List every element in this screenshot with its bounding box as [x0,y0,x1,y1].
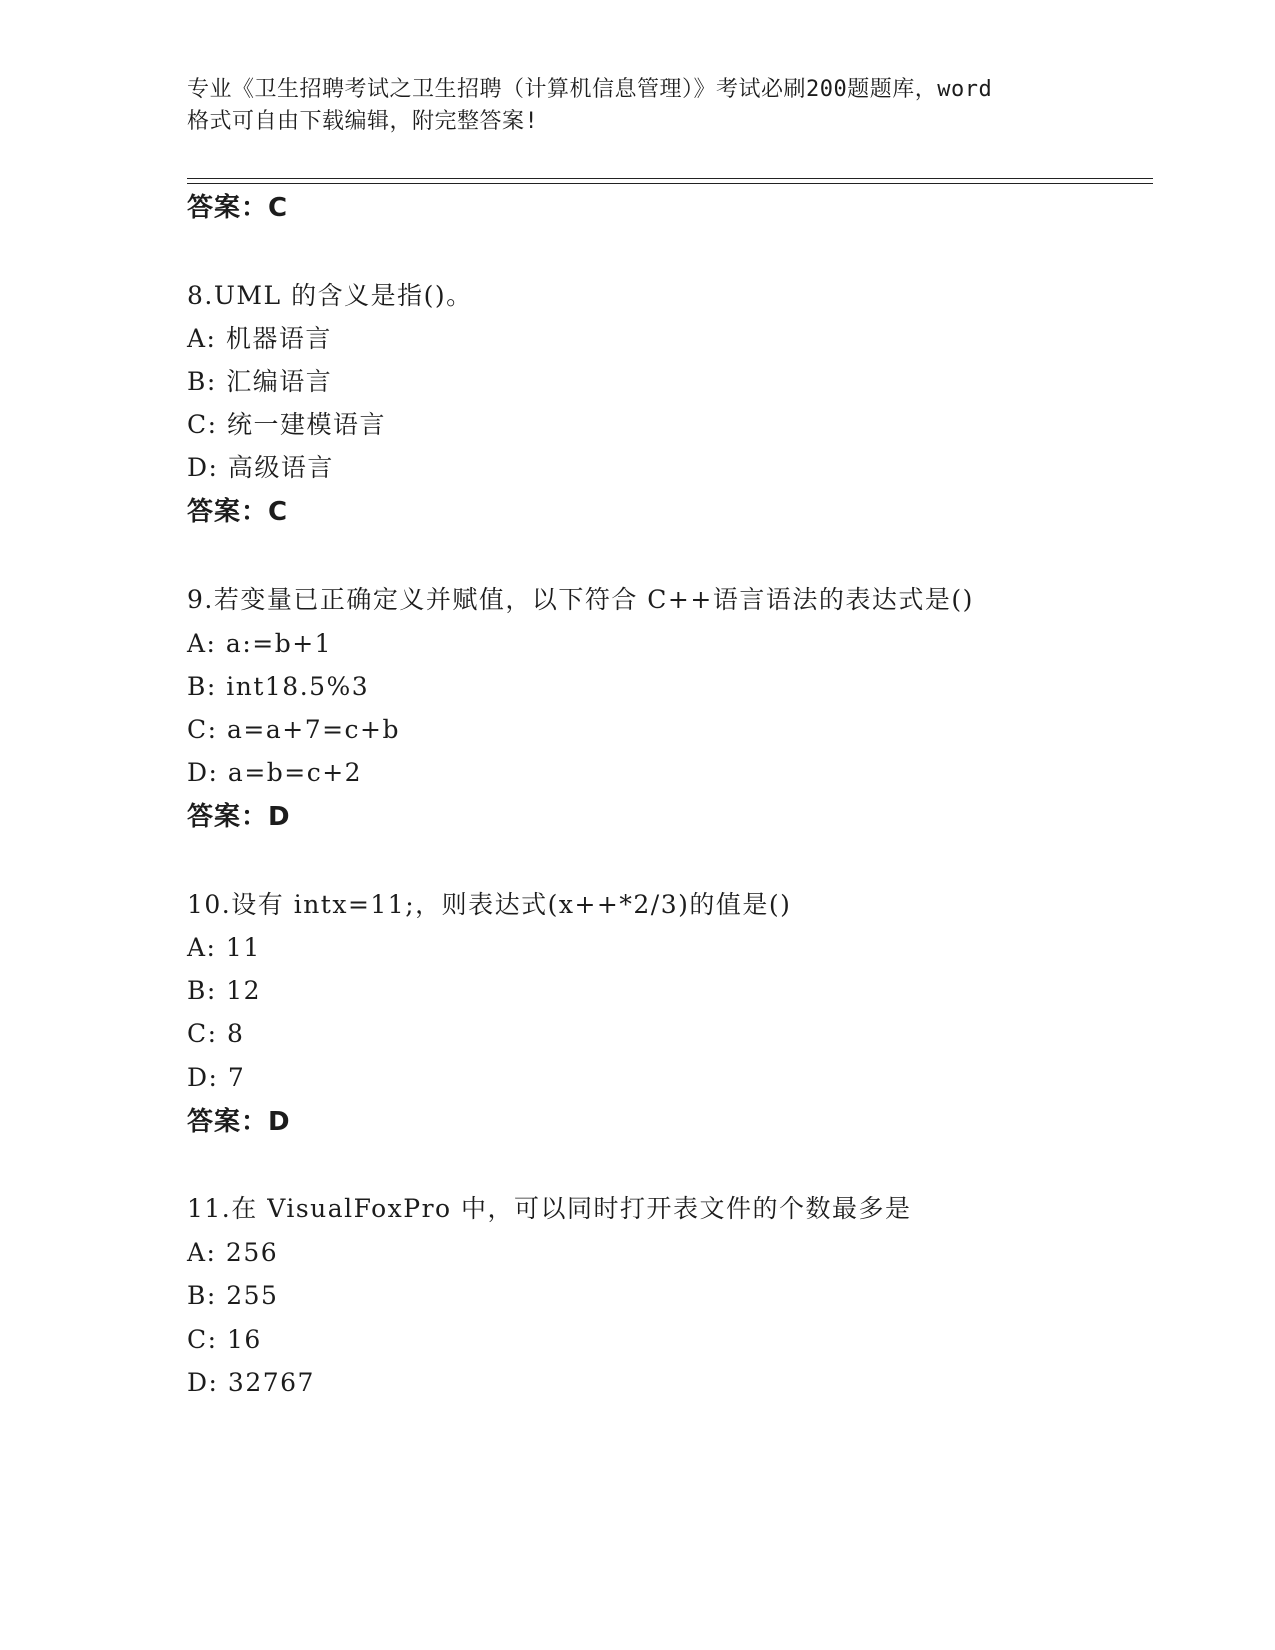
option-a: A: 256 [187,1238,279,1267]
answer-line: 答案：C [187,497,289,527]
option-b: B: 汇编语言 [187,367,333,396]
question-8: 8.UML 的含义是指()。 [187,281,473,310]
option-c: C: 16 [187,1325,262,1354]
question-10: 10.设有 intx=11;，则表达式(x++*2/3)的值是() [187,890,792,919]
option-c: C: 8 [187,1019,245,1048]
question-11: 11.在 VisualFoxPro 中，可以同时打开表文件的个数最多是 [187,1194,912,1223]
answer-line: 答案：D [187,802,291,832]
question-9: 9.若变量已正确定义并赋值，以下符合 C++语言语法的表达式是() [187,585,974,614]
header-line-2: 格式可自由下载编辑，附完整答案! [187,109,539,134]
header-divider-bottom [187,183,1153,184]
header-divider-top [187,178,1153,179]
option-c: C: a=a+7=c+b [187,715,401,744]
option-b: B: int18.5%3 [187,672,370,701]
document-header [187,74,1087,138]
option-c: C: 统一建模语言 [187,410,386,439]
answer-line: 答案：C [187,193,289,223]
header-line-1: 专业《卫生招聘考试之卫生招聘（计算机信息管理）》考试必刷200题题库，word [187,77,993,102]
answer-line: 答案：D [187,1107,291,1137]
option-b: B: 255 [187,1281,279,1310]
option-b: B: 12 [187,976,262,1005]
option-d: D: 高级语言 [187,453,334,482]
option-a: A: 11 [187,933,261,962]
option-a: A: 机器语言 [187,324,332,353]
option-d: D: a=b=c+2 [187,758,363,787]
option-d: D: 32767 [187,1368,315,1397]
option-a: A: a:=b+1 [187,629,333,658]
option-d: D: 7 [187,1063,246,1092]
